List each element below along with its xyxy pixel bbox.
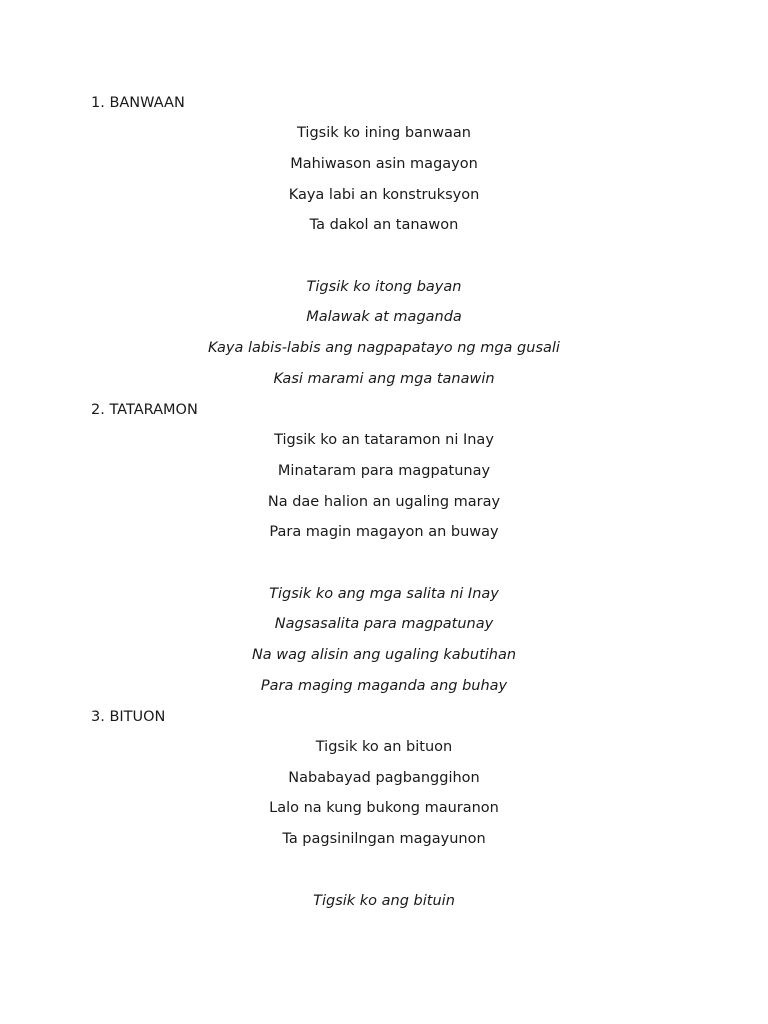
translation-line: Para maging maganda ang buhay [260, 678, 508, 694]
translation-line: Tigsik ko ang bituin [313, 893, 455, 909]
verse-line: Para magin magayon an buway [269, 524, 499, 540]
verse-line: Lalo na kung bukong mauranon [269, 800, 499, 816]
verse-line: Mahiwason asin magayon [290, 156, 478, 172]
translation-line: Kaya labis-labis ang nagpapatayo ng mga gusali [208, 340, 560, 356]
translation-line: Tigsik ko ang mga salita ni Inay [269, 586, 499, 602]
translation-line: Na wag alisin ang ugaling kabutihan [251, 647, 517, 663]
verse-line: Kaya labi an konstruksyon [288, 187, 480, 203]
translation-line: Nagsasalita para magpatunay [274, 616, 494, 632]
verse-line: Na dae halion an ugaling maray [267, 494, 501, 510]
verse-line: Tigsik ko an bituon [315, 739, 453, 755]
section-heading: 1. BANWAAN [91, 95, 185, 111]
translation-line: Malawak at maganda [306, 309, 462, 325]
translation-line: Tigsik ko itong bayan [306, 279, 462, 295]
verse-line: Minataram para magpatunay [277, 463, 491, 479]
verse-line: Nababayad pagbanggihon [288, 770, 480, 786]
verse-line: Tigsik ko an tataramon ni Inay [274, 432, 494, 448]
verse-line: Ta dakol an tanawon [309, 217, 459, 233]
translation-line: Kasi marami ang mga tanawin [273, 371, 495, 387]
verse-line: Tigsik ko ining banwaan [297, 125, 471, 141]
verse-line: Ta pagsinilngan magayunon [282, 831, 486, 847]
section-heading: 3. BITUON [91, 709, 166, 725]
section-heading: 2. TATARAMON [91, 402, 198, 418]
